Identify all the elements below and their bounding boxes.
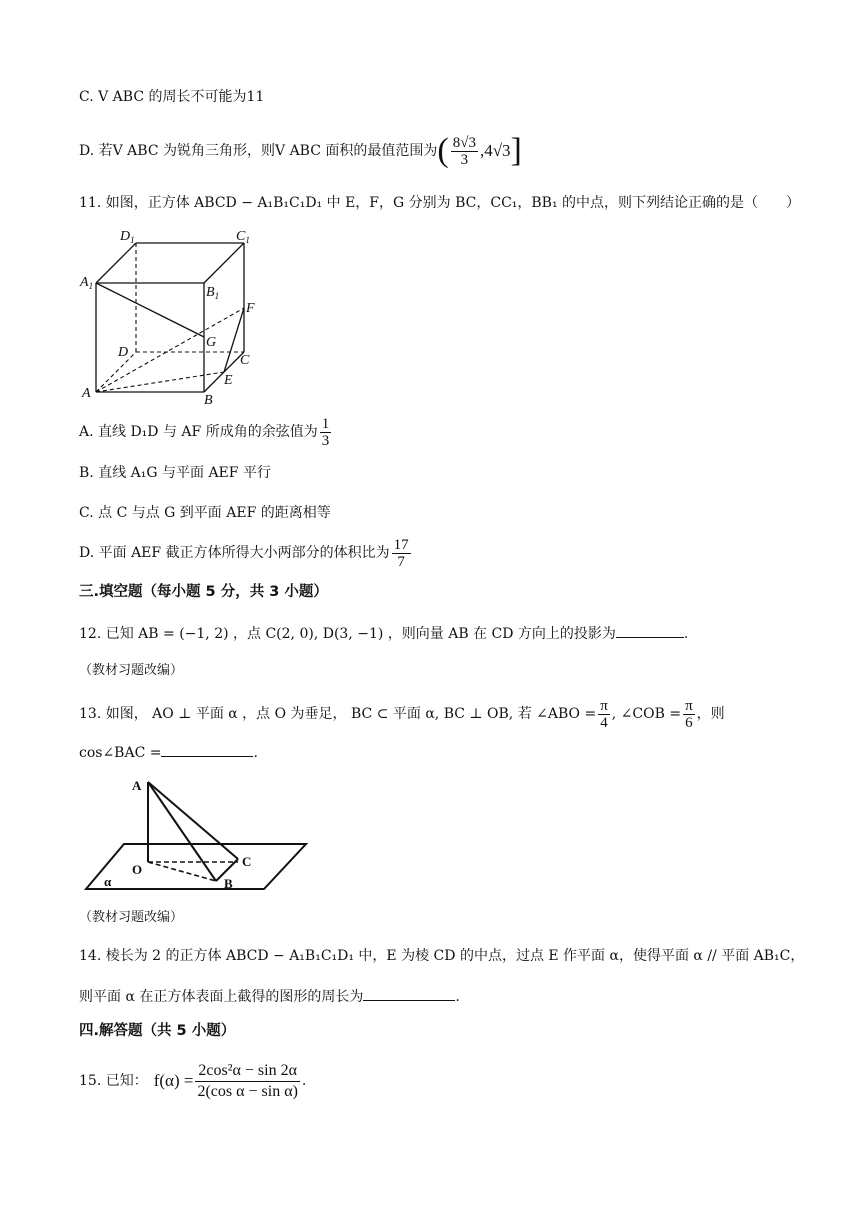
option-d-q10 [79, 128, 522, 174]
label-d: D [118, 345, 129, 360]
label-g: G [206, 335, 217, 350]
question-14: 14. 棱长为 2 的正方体 ABCD − A₁B₁C₁D₁ 中，E 为棱 CD 的中点，过点 E 作平面 α，使得平面 α // 平面 AB₁C， [79, 948, 805, 964]
close-bracket: ] [510, 132, 522, 169]
section-3-heading: 三.填空题（每小题 5 分，共 3 小题） [79, 584, 328, 600]
answer-blank[interactable] [363, 986, 455, 1001]
fraction: $\frac{8√3}{3}$ [452, 134, 476, 168]
label-b: B [204, 393, 213, 406]
label-c: C [240, 353, 250, 368]
label-a: A [132, 778, 142, 793]
cube-figure [78, 226, 268, 406]
option-c-text: C. V ABC 的周长不可能为11 [79, 89, 265, 105]
label-o: O [132, 862, 143, 877]
option-a-q11: A. 直线 D₁D 与 AF 所成角的余弦值为 $\frac{1}{3}$ [79, 415, 330, 449]
label-c1: $C_1$ [236, 229, 250, 245]
option-b-q11: B. 直线 A₁G 与平面 AEF 平行 [79, 465, 271, 481]
plane-figure [84, 774, 314, 894]
question-13-line2: cos∠BAC = . [79, 742, 258, 763]
label-alpha: α [104, 874, 112, 889]
option-d-q11: D. 平面 AEF 截正方体所得大小两部分的体积比为 $\frac{17}{7}$ [79, 536, 409, 570]
label-b: B [224, 876, 233, 891]
label-a1: $A_1$ [80, 275, 94, 291]
label-f: F [246, 301, 255, 316]
label-d1: $D_1$ [120, 229, 135, 245]
question-11 [79, 193, 800, 213]
fraction: $\frac{\pi}{4}$ [600, 697, 608, 731]
question-11-text: 11. 如图，正方体 ABCD − A₁B₁C₁D₁ 中 E，F，G 分别为 BC，CC₁，BB₁ 的中点，则下列结论正确的是（ ） [79, 195, 801, 211]
answer-blank[interactable] [616, 623, 684, 638]
answer-blank[interactable] [161, 742, 253, 757]
note-13: （教材习题改编） [79, 910, 184, 925]
label-c: C [242, 854, 252, 869]
open-paren: ( [437, 132, 449, 169]
function-fraction: $\frac{\text{2cos²α − sin 2α}}{\text{2(cos α − sin α)}}$ [197, 1061, 298, 1100]
label-b1: $B_1$ [206, 285, 220, 301]
fraction: $\frac{\pi}{6}$ [685, 697, 693, 731]
note-12: （教材习题改编） [79, 663, 184, 678]
function-lhs: f(α) = [153, 1071, 194, 1090]
question-13: 13. 如图， AO ⊥ 平面 α ，点 O 为垂足， BC ⊂ 平面 α, BC ⊥ OB, 若 ∠ABO = $\frac{\pi}{4}$ , ∠COB = $\frac{\pi}{6}$ ，则 [79, 697, 725, 731]
label-e: E [224, 373, 233, 388]
section-4-heading: 四.解答题（共 5 小题） [79, 1023, 236, 1039]
question-14-line2: 则平面 α 在正方体表面上截得的图形的周长为 . [79, 986, 460, 1007]
option-c-q11: C. 点 C 与点 G 到平面 AEF 的距离相等 [79, 505, 331, 521]
range-upper: ,4√3 [479, 141, 511, 160]
fraction: $\frac{17}{7}$ [393, 536, 409, 570]
option-c-q10 [79, 87, 264, 107]
label-a: A [82, 386, 91, 401]
question-15: 15. 已知： f(α) = $\frac{\text{2cos²α − sin 2α}}{\text{2(cos α − sin α)}}$ . [79, 1061, 307, 1100]
question-12: 12. 已知 AB = (−1, 2) ，点 C(2, 0), D(3, −1) ，则向量 AB 在 CD 方向上的投影为 . [79, 623, 688, 644]
fraction: $\frac{1}{3}$ [321, 415, 330, 449]
option-d-text: D. 若V ABC 为锐角三角形，则V ABC 面积的最值范围为 [79, 143, 438, 159]
